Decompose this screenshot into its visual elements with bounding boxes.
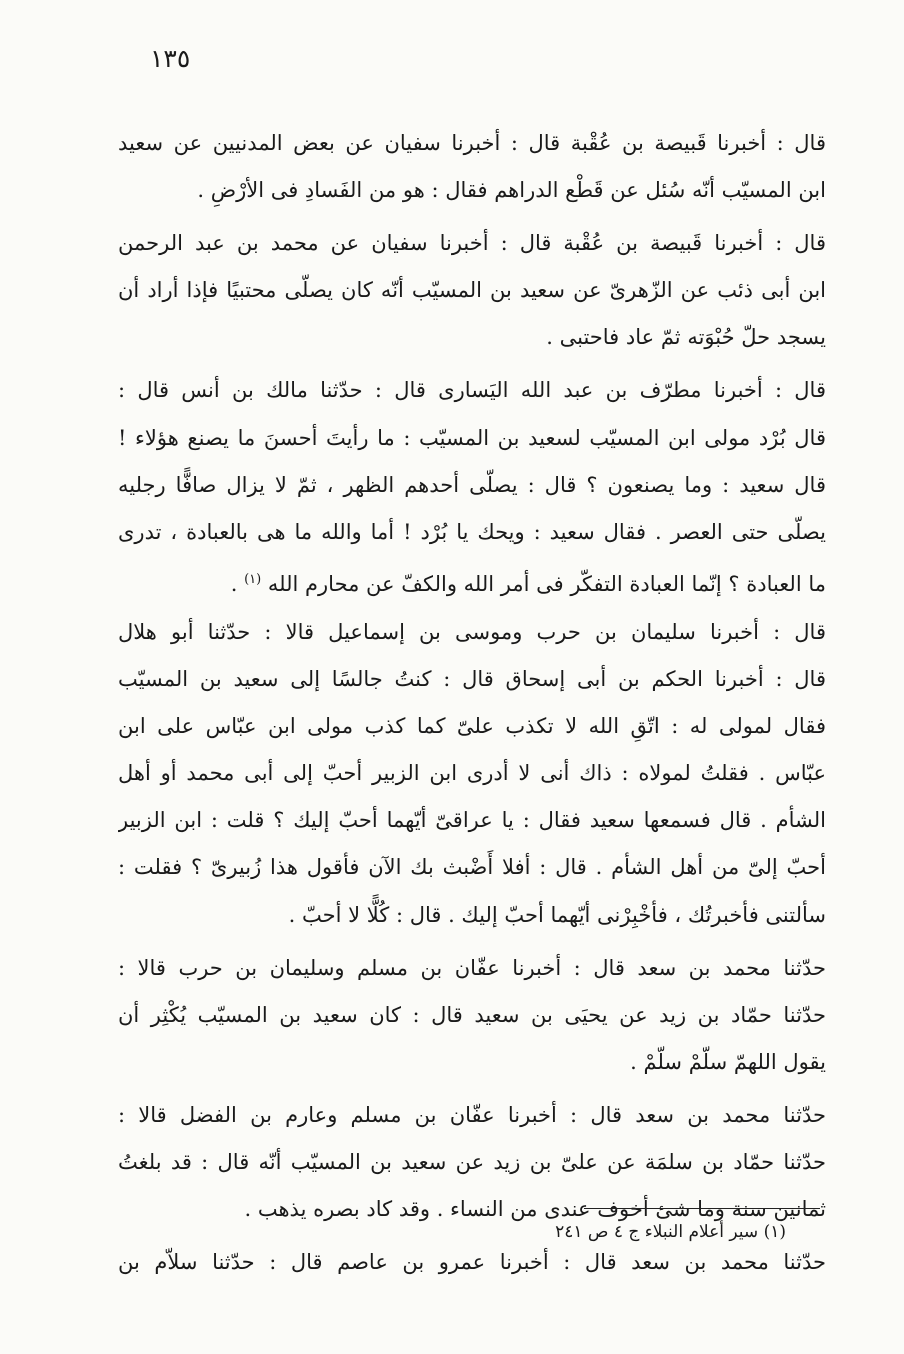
main-text [118,120,826,1286]
paragraph-4 [118,609,826,939]
text-line: قال : أخبرنا قَبيصة بن عُقْبة قال : أخبرنا سفيان عن محمد بن عبد الرحمن [118,231,826,256]
footnote: (١) سير أعلام النبلاء ج ٤ ص ٢٤١ [555,1222,786,1242]
text-line: قال : أخبرنا الحكم بن أبى إسحاق قال : كنتُ جالسًا إلى سعيد بن المسيّب [118,667,826,692]
text-line: قال بُرْد مولى ابن المسيّب لسعيد بن المسيّب : ما رأيتَ أحسنَ ما يصنع هؤلاء ! [118,425,826,450]
text-segment: . [230,571,245,596]
text-line: ثمانين سنة وما شئ أخوف عندى من النساء . وقد كاد بصره يذهب . [244,1197,826,1222]
text-line: قال سعيد : وما يصنعون ؟ قال : يصلّى أحدهم الظهر ، ثمّ لا يزال صافًّا رجليه [118,472,826,497]
text-line-with-footnote [118,556,826,603]
text-line: حدّثنا حمّاد بن زيد عن يحيَى بن سعيد قال : كان سعيد بن المسيّب يُكْثِر أن [118,1002,826,1027]
text-line: يصلّى حتى العصر . فقال سعيد : ويحك يا بُرْد ! أما والله ما هى بالعبادة ، تدرى [118,519,826,544]
paragraph-2 [118,220,826,361]
text-line: الشأم . قال فسمعها سعيد فقال : يا عراقىّ أيّهما أحبّ إليك ؟ قلت : ابن الزبير [118,808,826,833]
paragraph-1 [118,120,826,214]
paragraph-5 [118,945,826,1086]
text-line: حدّثنا محمد بن سعد قال : أخبرنا عفّان بن مسلم وسليمان بن حرب قالا : [118,955,826,980]
text-line: حدّثنا محمد بن سعد قال : أخبرنا عمرو بن عاصم قال : حدّثنا سلاّم بن [118,1250,826,1275]
paragraph-7 [118,1239,826,1286]
text-segment: ما العبادة ؟ إنّما العبادة التفكّر فى أمر الله والكفّ عن محارم الله [267,571,826,596]
paragraph-3 [118,367,826,602]
text-line: أحبّ إلىّ من أهل الشأم . قال : أفلا أَضْبث بك الآن فأقول هذا زُبيرىّ ؟ فقلت : [118,855,826,880]
text-line: سألتنى فأخبرتُك ، فأخْبِرْنى أيّهما أحبّ إليك . قال : كُلًّا لا أحبّ . [288,902,826,927]
text-line: حدّثنا محمد بن سعد قال : أخبرنا عفّان بن مسلم وعارم بن الفضل قالا : [118,1102,826,1127]
text-line: حدّثنا حمّاد بن سلمَة عن علىّ بن زيد عن سعيد بن المسيّب أنّه قال : قد بلغتُ [118,1149,826,1174]
text-line: قال : أخبرنا قَبيصة بن عُقْبة قال : أخبرنا سفيان عن بعض المدنيين عن سعيد [118,131,826,155]
text-line: قال : أخبرنا مطرّف بن عبد الله اليَسارى قال : حدّثنا مالك بن أنس قال : [118,378,826,403]
footnote-divider [584,1208,820,1209]
paragraph-6 [118,1092,826,1233]
text-line: ابن المسيّب أنّه سُئل عن قَطْع الدراهم فقال : هو من الفَسادِ فى الأرْضِ . [197,178,826,203]
footnote-reference[interactable]: (١) [244,571,262,587]
text-line: يقول اللهمّ سلّمْ سلّمْ . [630,1049,826,1074]
text-line: قال : أخبرنا سليمان بن حرب وموسى بن إسماعيل قالا : حدّثنا أبو هلال [118,619,826,644]
text-line: عبّاس . فقلتُ لمولاه : ذاك أنى لا أدرى ابن الزبير أحبّ إلى أبى محمد أو أهل [118,761,826,786]
page-number: ١٣٥ [150,44,191,73]
text-line: فقال لمولى له : اتّقِ الله لا تكذب علىّ كما كذب مولى ابن عبّاس على ابن [118,714,826,739]
text-line: يسجد حلّ حُبْوَته ثمّ عاد فاحتبى . [546,325,826,350]
text-line: ابن أبى ذئب عن الزّهرىّ عن سعيد بن المسيّب أنّه كان يصلّى محتبيًا فإذا أراد أن [118,278,826,303]
